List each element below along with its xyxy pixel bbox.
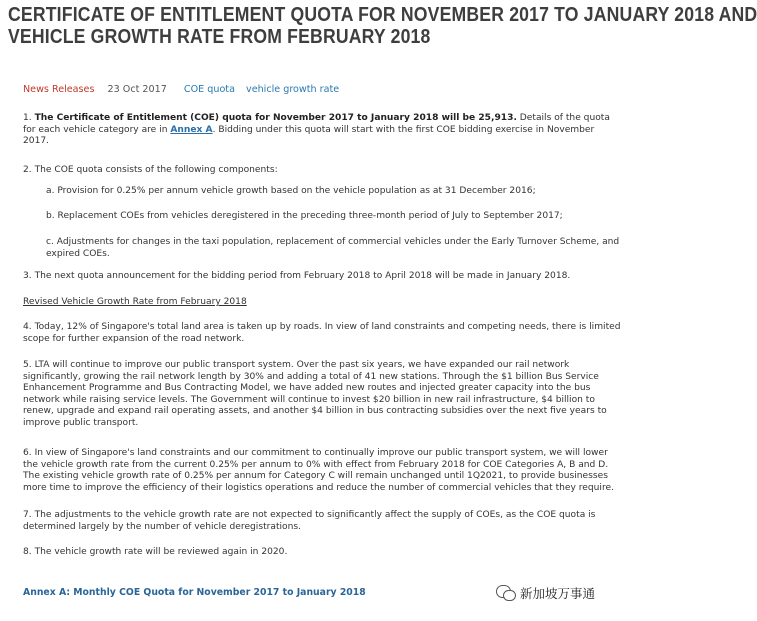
p1-end-text: . Bidding under this quota will start with the first COE bidding exercise in November 2017. [23, 124, 595, 147]
watermark-text: 新加坡万事通 [520, 586, 596, 601]
title-line-1: CERTIFICATE OF ENTITLEMENT QUOTA FOR NOVEMBER 2017 TO JANUARY 2018 AND [8, 3, 757, 26]
paragraph-3: 3. The next quota announcement for the bidding period from February 2018 to April 2018 will be made in January 2018. [23, 271, 571, 281]
p1-number: 1. [23, 113, 35, 123]
watermark [496, 584, 595, 602]
page-title [8, 3, 757, 48]
annex-a-heading[interactable]: Annex A: Monthly COE Quota for November 2017 to January 2018 [23, 587, 366, 598]
tag-vehicle-growth-rate[interactable]: vehicle growth rate [246, 84, 340, 95]
section-heading: Revised Vehicle Growth Rate from February 2018 [23, 297, 247, 307]
paragraph-5: 5. LTA will continue to improve our public transport system. Over the past six years, we have expanded our rail network significantly, growing the rail network length by 30% and adding a total of 41 new stations. Through the $1 billion Bus Service Enhancement Programme and Bus Contracting Model, we have added new routes and injected greater capacity into the bus network while raising service levels. The Government will continue to invest $20 billion in new rail infrastructure, $4 billion to renew, upgrade and expand rail operating assets, and another $4 billion in bus contracting subsidies over the next five years to improve public transport. [23, 360, 607, 428]
paragraph-1 [23, 113, 623, 148]
title-line-2: VEHICLE GROWTH RATE FROM FEBRUARY 2018 [8, 25, 431, 48]
paragraph-7: 7. The adjustments to the vehicle growth rate are not expected to significantly affect the supply of COEs, as the COE quota is determined largely by the number of vehicle deregistrations. [23, 510, 596, 532]
paragraph-8: 8. The vehicle growth rate will be reviewed again in 2020. [23, 547, 288, 557]
paragraph-2: 2. The COE quota consists of the following components: [23, 165, 278, 175]
publish-date: 23 Oct 2017 [107, 84, 167, 95]
paragraph-2a: a. Provision for 0.25% per annum vehicle growth based on the vehicle population as at 31 December 2016; [46, 186, 536, 196]
wechat-icon [496, 584, 516, 602]
article-meta [23, 84, 339, 95]
tag-coe-quota[interactable]: COE quota [183, 84, 235, 95]
p1-bold-text: The Certificate of Entitlement (COE) quota for November 2017 to January 2018 will be 25,913. [34, 113, 517, 123]
paragraph-2c: c. Adjustments for changes in the taxi population, replacement of commercial vehicles under the Early Turnover Scheme, and expired COEs. [46, 237, 620, 259]
annex-a-link[interactable]: Annex A [170, 124, 213, 135]
p1-mid-text: Details of the quota for each vehicle category are in [23, 113, 610, 135]
paragraph-2b: b. Replacement COEs from vehicles deregistered in the preceding three-month period of July to September 2017; [46, 211, 563, 221]
category-link[interactable]: News Releases [23, 84, 95, 95]
paragraph-6: 6. In view of Singapore's land constraints and our commitment to continually improve our public transport system, we will lower the vehicle growth rate from the current 0.25% per annum to 0% with effect from February 2018 for COE Categories A, B and D. The existing vehicle growth rate of 0.25% per annum for Category C will remain unchanged until 1Q2021, to provide businesses more time to improve the efficiency of their logistics operations and reduce the number of commercial vehicles that they require. [23, 448, 614, 493]
paragraph-4: 4. Today, 12% of Singapore's total land area is taken up by roads. In view of land constraints and competing needs, there is limited scope for further expansion of the road network. [23, 322, 621, 344]
